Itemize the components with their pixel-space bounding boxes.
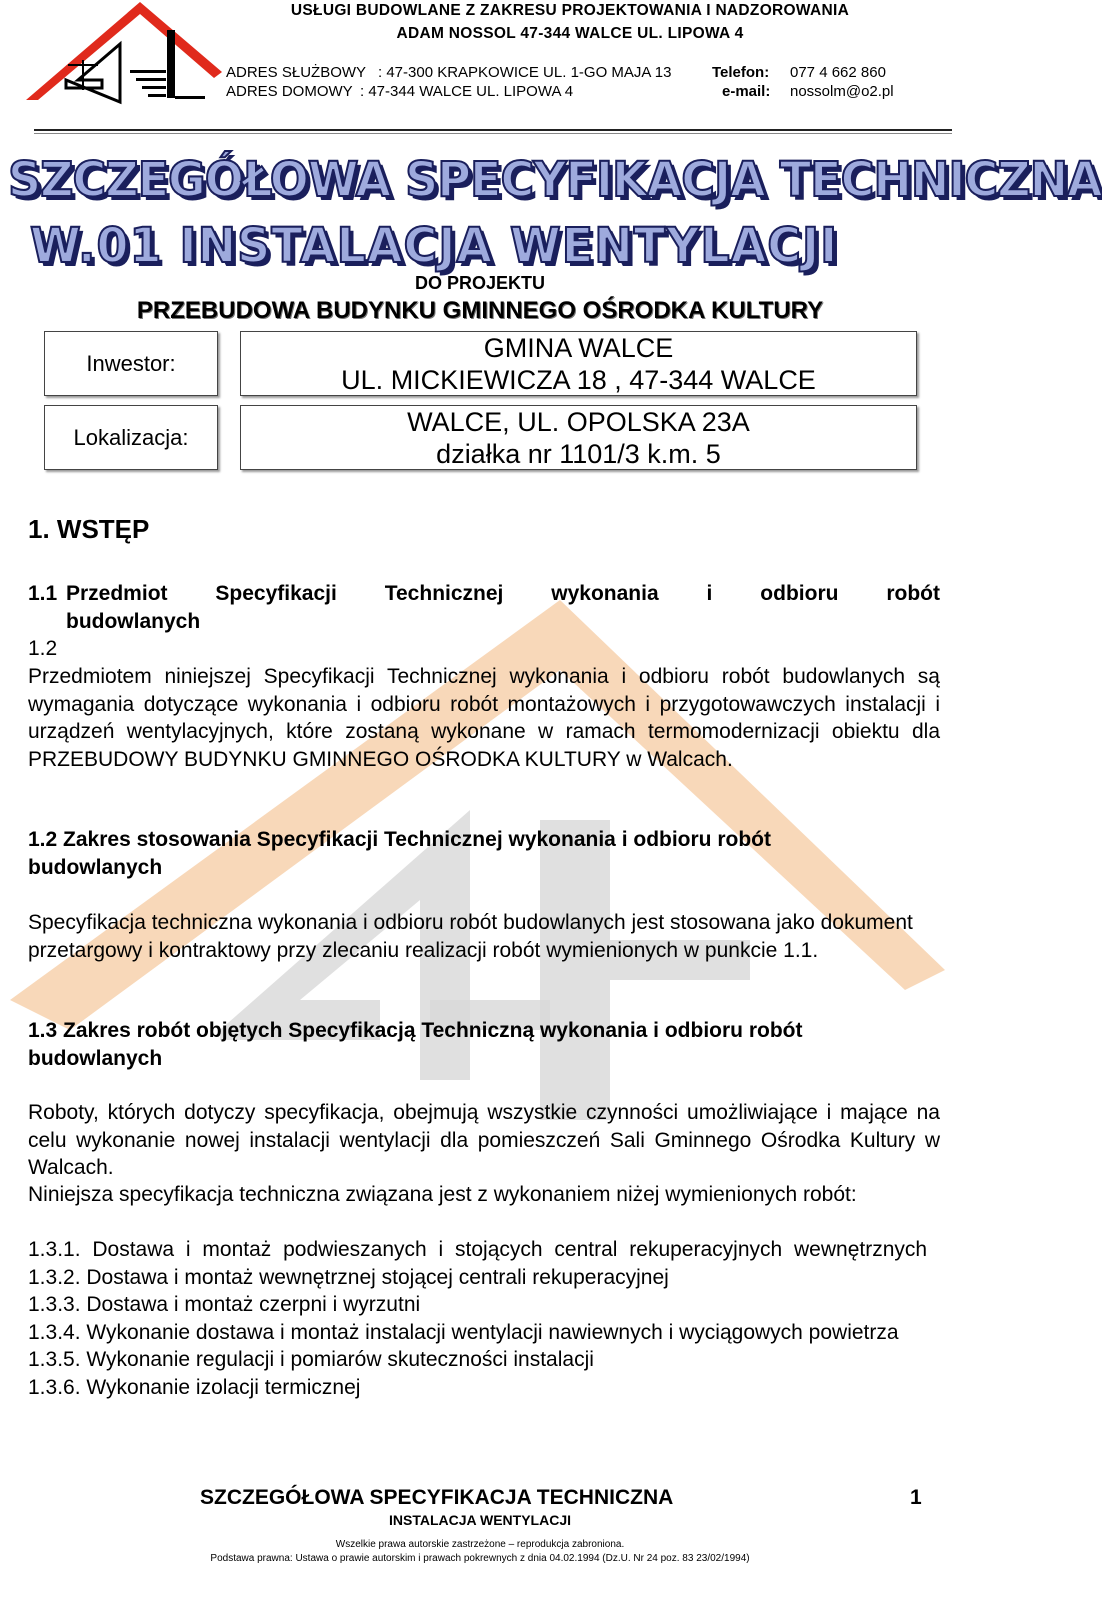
paragraph-scope: Specyfikacja techniczna wykonania i odbioru robót budowlanych jest stosowana jako dokument przetargowy i kontraktowy przy zlecaniu realizacji robót wymienionych w punkcie 1.1. [28,911,913,962]
paragraph-works: Roboty, których dotyczy specyfikacja, obejmują wszystkie czynności umożliwiające i mające na celu wykonanie nowej instalacji wentylacji dla pomieszczeń Sali Gminnego Ośrodka Kultury w Walcach. [28,1101,940,1179]
location-address: WALCE, UL. OPOLSKA 23A [407,406,750,437]
subsection-1-1-heading [28,580,940,635]
list-item: 1.3.4. Wykonanie dostawa i montaż instalacji wentylacji nawiewnych i wyciągowych powietrza [28,1320,899,1344]
header-divider [34,129,952,131]
header-divider-thin [34,133,952,134]
email-value: nossolm@o2.pl [790,83,894,100]
list-item: 1.3.3. Dostawa i montaż czerpni i wyrzutni [28,1293,421,1316]
footer-title: SZCZEGÓŁOWA SPECYFIKACJA TECHNICZNA [200,1486,674,1509]
page-number: 1 [910,1486,922,1509]
company-services: USŁUGI BUDOWLANE Z ZAKRESU PROJEKTOWANIA I NADZOROWANIA [290,2,850,19]
paragraph-works-list-intro: Niniejsza specyfikacja techniczna związana jest z wykonaniem niżej wymienionych robót: [28,1183,857,1206]
subsection-1-1-number: 1.1 [28,582,58,605]
subsection-1-3-heading: 1.3 Zakres robót objętych Specyfikacją Techniczną wykonania i odbioru robót budowlanych [28,1019,803,1070]
project-prefix: DO PROJEKTU [414,273,546,293]
investor-value-box [240,331,917,396]
project-name: PRZEBUDOWA BUDYNKU GMINNEGO OŚRODKA KULTURY [136,297,824,324]
subsection-1-1-title-cont: budowlanych [66,609,201,633]
section-heading: 1. WSTĘP [28,514,150,544]
location-label: Lokalizacja: [73,424,189,450]
address-office-value: : 47-300 KRAPKOWICE UL. 1-GO MAJA 13 [378,64,672,81]
phone-label: Telefon: [712,64,770,81]
footer-copyright: Wszelkie prawa autorskie zastrzeżone – reprodukcja zabroniona. [335,1539,625,1550]
list-item: 1.3.5. Wykonanie regulacji i pomiarów skuteczności instalacji [28,1348,594,1371]
company-logo [22,0,222,110]
investor-name: GMINA WALCE [483,332,674,363]
address-office-label: ADRES SŁUŻBOWY [226,64,367,81]
document-title: SZCZEGÓŁOWA SPECYFIKACJA TECHNICZNA [8,150,1102,208]
list-item: 1.3.6. Wykonanie izolacji termicznej [28,1375,361,1399]
email-label: e-mail: [722,83,771,100]
subsection-1-1-title: Przedmiot Specyfikacji Technicznej wykonania i odbioru robót [66,582,940,605]
footer-subtitle: INSTALACJA WENTYLACJI [389,1512,571,1528]
footer-legal: Podstawa prawna: Ustawa o prawie autorskim i prawach pokrewnych z dnia 04.02.1994 (Dz.U. Nr 24 poz. 83 23/02/1994) [210,1553,750,1564]
address-home-value: : 47-344 WALCE UL. LIPOWA 4 [360,83,574,100]
works-list [28,1236,940,1401]
location-label-box [44,405,218,470]
investor-label-box [44,331,218,396]
address-home-label: ADRES DOMOWY [226,83,353,100]
list-item: 1.3.1. Dostawa i montaż podwieszanych i stojących central rekuperacyjnych wewnętrznych [28,1238,928,1261]
document-subtitle: W.01 INSTALACJA WENTYLACJI [30,216,839,274]
paragraph-subject: Przedmiotem niniejszej Specyfikacji Technicznej wykonania i odbioru robót budowlanych są wymagania dotyczące wykonania i odbioru robót montażowych i przygotowawczych instalacji i urządzeń wentylacyjnych, które zostaną wykonane w ramach termomodernizacji obiektu dla PRZEBUDOWY BUDYNKU GMINNEGO OŚRODKA KULTURY w Walcach. [28,665,940,771]
company-name: ADAM NOSSOL 47-344 WALCE UL. LIPOWA 4 [396,25,744,42]
investor-address: UL. MICKIEWICZA 18 , 47-344 WALCE [341,364,816,395]
subsection-1-2-number: 1.2 [28,637,58,660]
location-value-box [240,405,917,470]
location-plot: działka nr 1101/3 k.m. 5 [436,438,721,469]
list-item: 1.3.2. Dostawa i montaż wewnętrznej stojącej centrali rekuperacyjnej [28,1265,669,1289]
investor-label: Inwestor: [86,350,176,376]
subsection-scope-heading: 1.2 Zakres stosowania Specyfikacji Technicznej wykonania i odbioru robót budowlanych [28,828,771,879]
phone-value: 077 4 662 860 [790,64,886,81]
